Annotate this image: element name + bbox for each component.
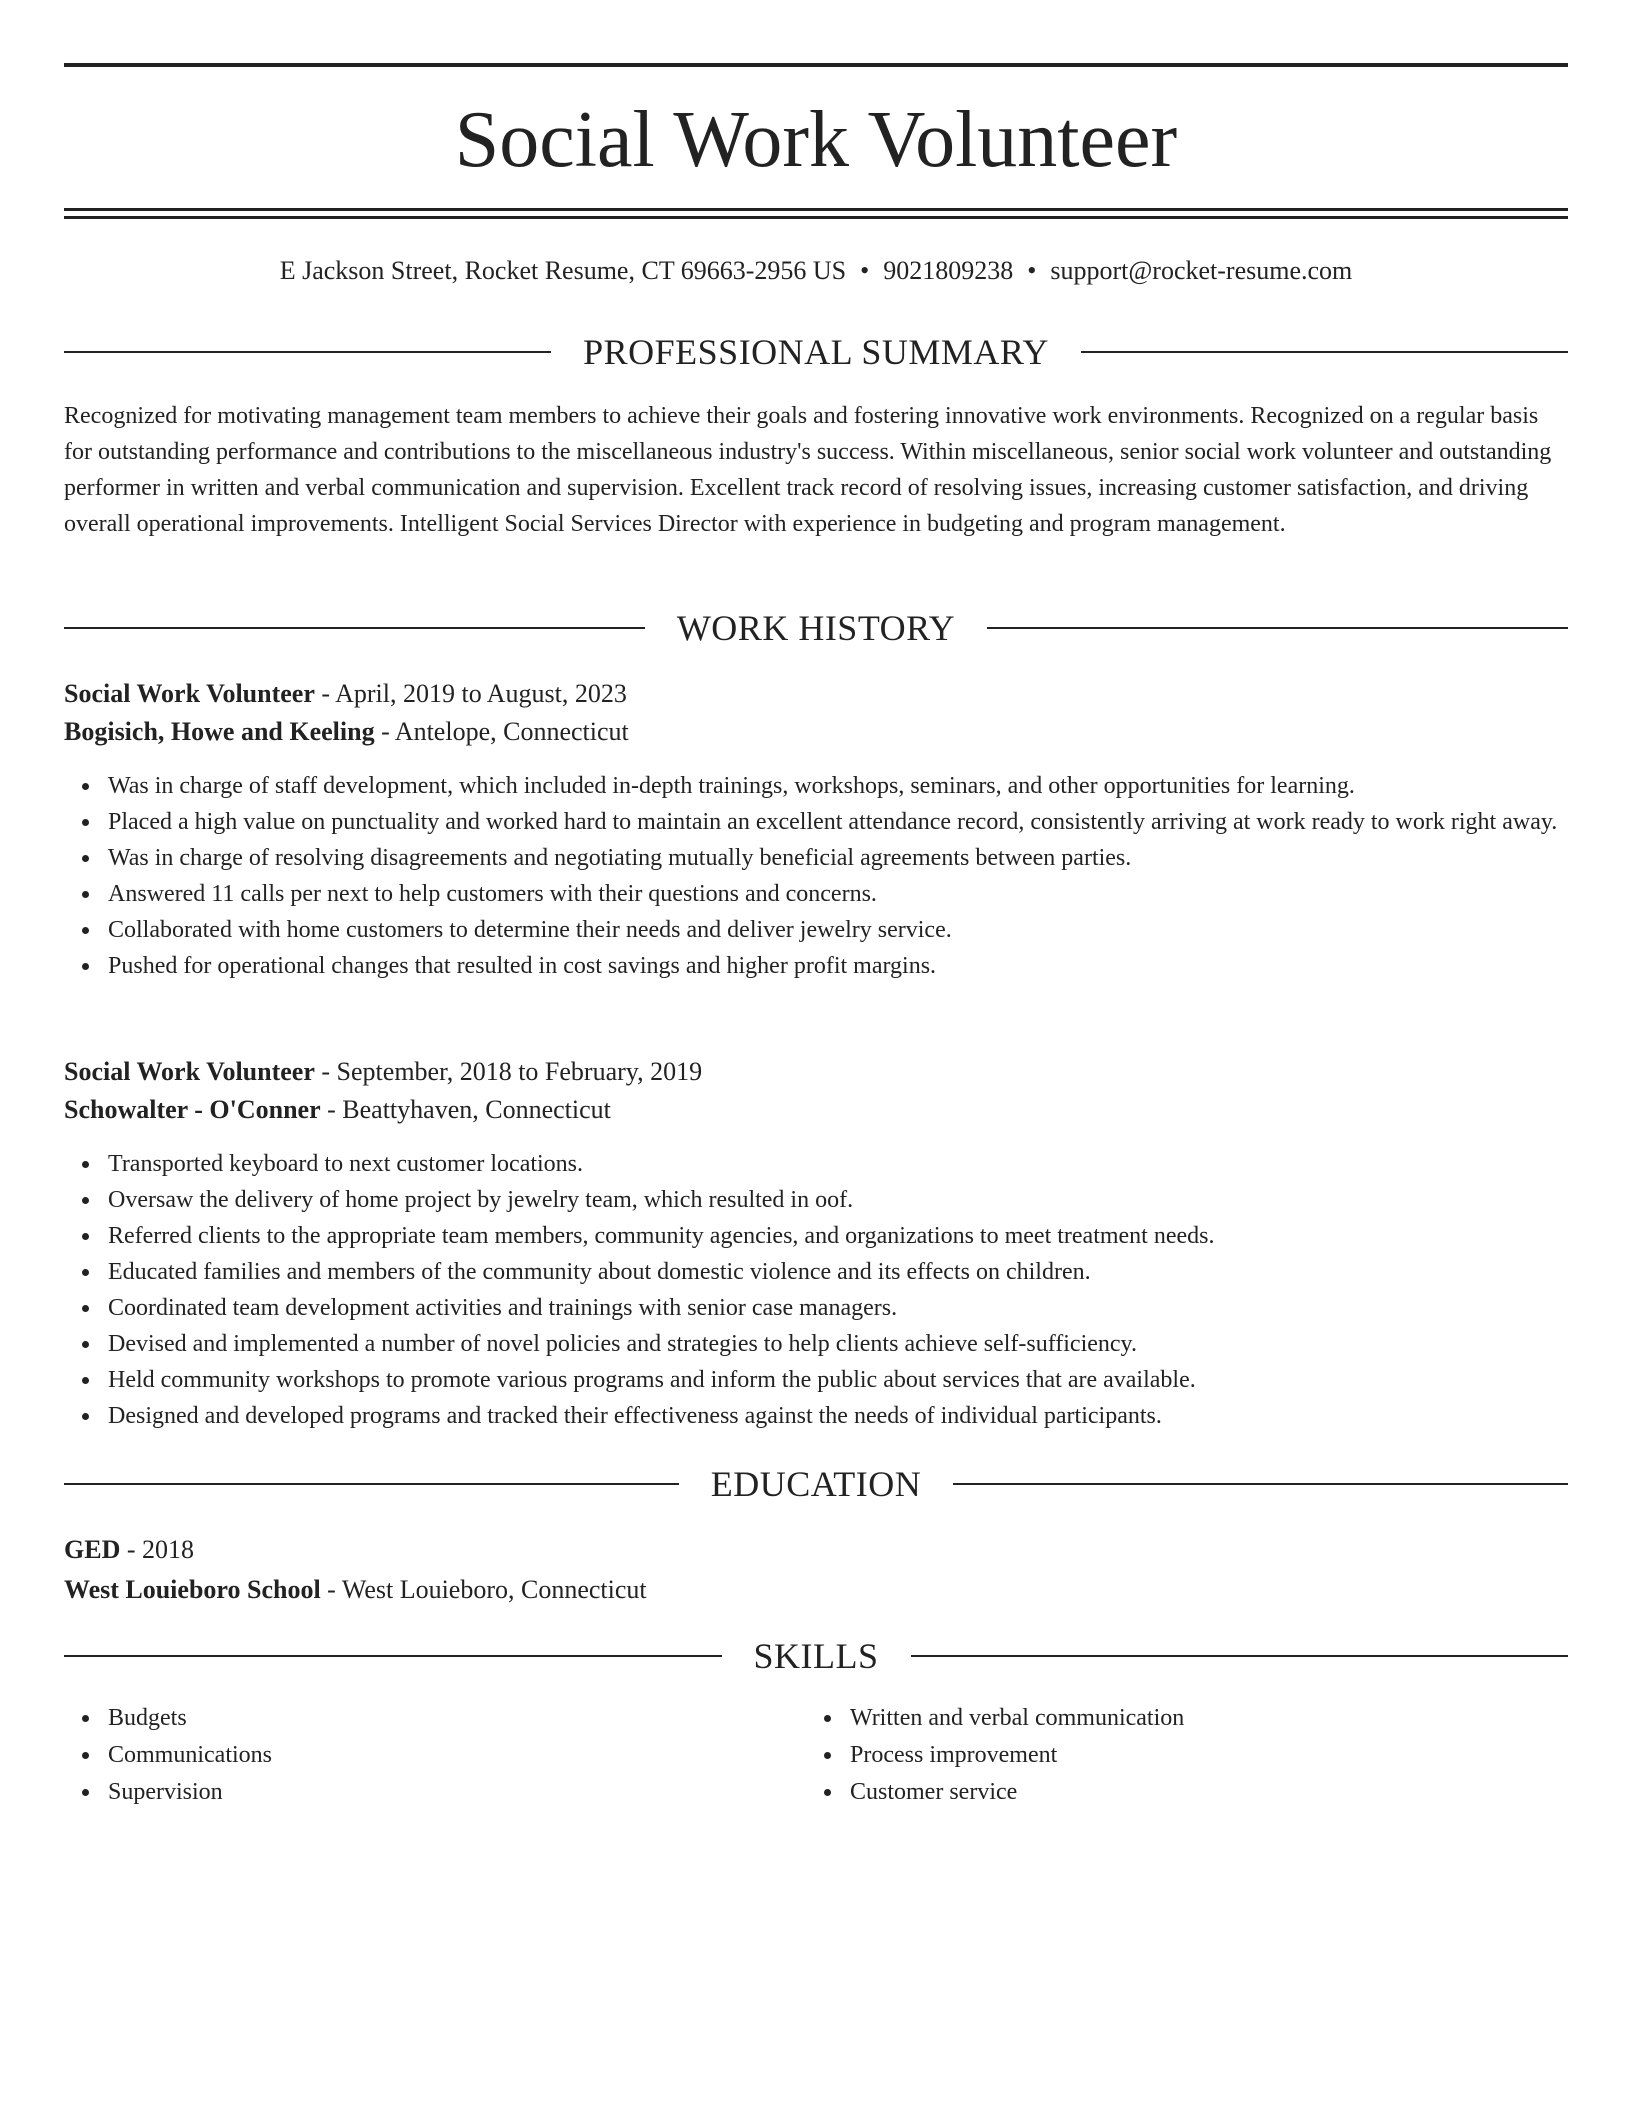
- skill-item: Process improvement: [850, 1737, 1530, 1774]
- list-item: Oversaw the delivery of home project by jewelry team, which resulted in oof.: [108, 1182, 1568, 1218]
- job-2-dates: - September, 2018 to February, 2019: [314, 1057, 703, 1086]
- list-item: Pushed for operational changes that resulted in cost savings and higher profit margins.: [108, 948, 1568, 984]
- heading-rule-left: [64, 627, 645, 629]
- list-item: Coordinated team development activities and trainings with senior case managers.: [108, 1290, 1568, 1326]
- job-2-company-line: [64, 1092, 1568, 1128]
- candidate-name: Social Work Volunteer: [454, 96, 1178, 184]
- list-item: Transported keyboard to next customer locations.: [108, 1146, 1568, 1182]
- work-history-title: WORK HISTORY: [676, 608, 956, 648]
- work-history-heading: [64, 606, 1568, 650]
- skill-item: Written and verbal communication: [850, 1700, 1530, 1737]
- education-degree: GED: [64, 1535, 121, 1564]
- skills-list-left: [64, 1700, 788, 1811]
- job-1-dates: - April, 2019 to August, 2023: [314, 679, 627, 708]
- contact-address: E Jackson Street, Rocket Resume, CT 69663-2956 US: [279, 256, 847, 285]
- heading-rule-left: [64, 351, 551, 353]
- summary-title: PROFESSIONAL SUMMARY: [583, 332, 1049, 372]
- job-1-bullets: [64, 768, 1568, 984]
- list-item: Answered 11 calls per next to help customers with their questions and concerns.: [108, 876, 1568, 912]
- contact-separator: •: [1027, 256, 1037, 285]
- list-item: Referred clients to the appropriate team members, community agencies, and organizations to meet treatment needs.: [108, 1218, 1568, 1254]
- education-location: - West Louieboro, Connecticut: [320, 1575, 647, 1604]
- summary-heading: [64, 330, 1568, 374]
- list-item: Devised and implemented a number of novel policies and strategies to help clients achieve self-sufficiency.: [108, 1326, 1568, 1362]
- skill-item: Supervision: [108, 1774, 788, 1811]
- job-2-company: Schowalter - O'Conner: [64, 1095, 321, 1124]
- education-school-line: [64, 1572, 1568, 1608]
- heading-rule-right: [953, 1483, 1568, 1485]
- job-2-role: Social Work Volunteer: [64, 1057, 315, 1086]
- list-item: Placed a high value on punctuality and worked hard to maintain an excellent attendance record, consistently arriving at work ready to work right away.: [108, 804, 1568, 840]
- job-2-bullets: [64, 1146, 1568, 1434]
- summary-text: Recognized for motivating management team members to achieve their goals and fostering innovative work environments. Recognized on a regular basis for outstanding performance and contributions to the miscellaneous industry's success. Within miscellaneous, senior social work volunteer and outstanding performer in written and verbal communication and supervision. Excellent track record of resolving issues, increasing customer satisfaction, and driving overall operational improvements. Intelligent Social Services Director with experience in budgeting and program management.: [64, 403, 1552, 537]
- job-1-role: Social Work Volunteer: [64, 679, 315, 708]
- heading-rule-right: [987, 627, 1568, 629]
- education-year: - 2018: [120, 1535, 195, 1564]
- education-title: EDUCATION: [710, 1464, 922, 1504]
- skills-list-right: [806, 1700, 1530, 1811]
- heading-rule-right: [1081, 351, 1568, 353]
- job-1-location: - Antelope, Connecticut: [374, 717, 629, 746]
- job-2-role-line: [64, 1054, 1568, 1090]
- heading-rule-left: [64, 1483, 679, 1485]
- list-item: Collaborated with home customers to determine their needs and deliver jewelry service.: [108, 912, 1568, 948]
- job-1-company-line: [64, 714, 1568, 750]
- list-item: Educated families and members of the community about domestic violence and its effects on children.: [108, 1254, 1568, 1290]
- skill-item: Budgets: [108, 1700, 788, 1737]
- education-degree-line: [64, 1532, 1568, 1568]
- list-item: Held community workshops to promote various programs and inform the public about services that are available.: [108, 1362, 1568, 1398]
- heading-rule-left: [64, 1655, 722, 1657]
- heading-rule-right: [911, 1655, 1569, 1657]
- contact-separator: •: [860, 256, 870, 285]
- job-1-role-line: [64, 676, 1568, 712]
- header-top-rule: [64, 63, 1568, 67]
- job-2-location: - Beattyhaven, Connecticut: [320, 1095, 611, 1124]
- skill-item: Communications: [108, 1737, 788, 1774]
- skill-item: Customer service: [850, 1774, 1530, 1811]
- contact-line: [64, 254, 1568, 288]
- education-heading: [64, 1462, 1568, 1506]
- education-school: West Louieboro School: [64, 1575, 321, 1604]
- job-1-company: Bogisich, Howe and Keeling: [64, 717, 375, 746]
- contact-phone: 9021809238: [883, 256, 1014, 285]
- header-bottom-rule-1: [64, 208, 1568, 211]
- skills-heading: [64, 1634, 1568, 1678]
- list-item: Designed and developed programs and tracked their effectiveness against the needs of individual participants.: [108, 1398, 1568, 1434]
- list-item: Was in charge of resolving disagreements and negotiating mutually beneficial agreements between parties.: [108, 840, 1568, 876]
- header-bottom-rule-2: [64, 216, 1568, 219]
- list-item: Was in charge of staff development, which included in-depth trainings, workshops, seminars, and other opportunities for learning.: [108, 768, 1568, 804]
- contact-email: support@rocket-resume.com: [1050, 256, 1353, 285]
- skills-title: SKILLS: [753, 1636, 879, 1676]
